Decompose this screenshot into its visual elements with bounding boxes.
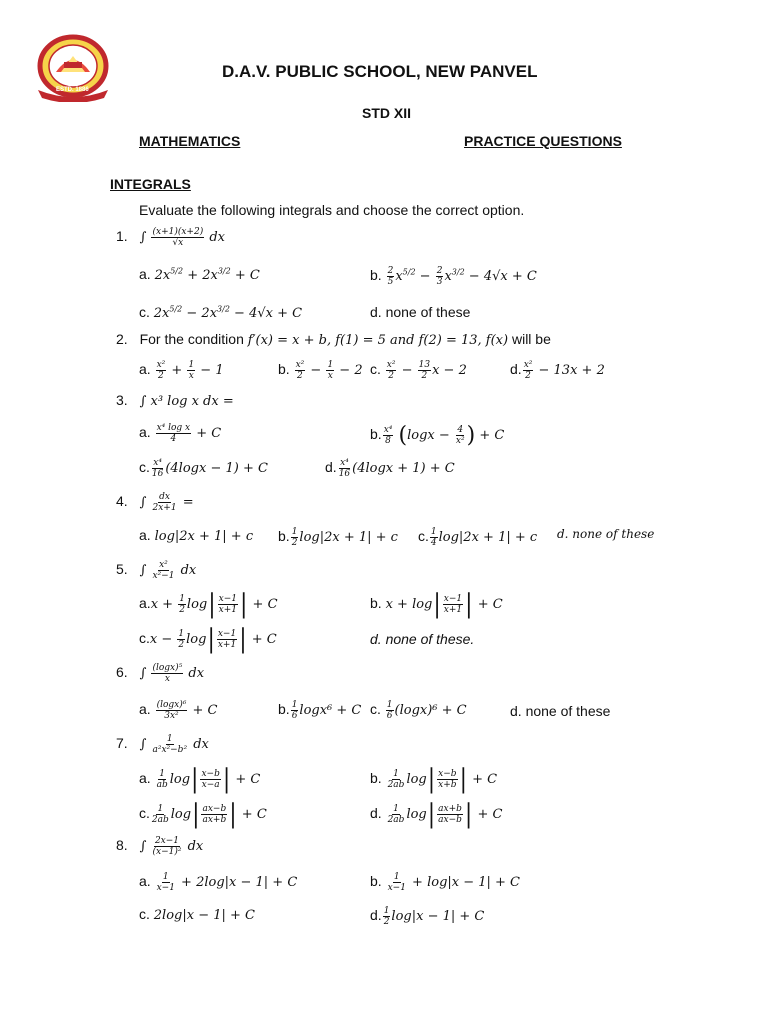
doc-type-label: PRACTICE QUESTIONS	[464, 133, 622, 149]
q6-option-d: d. none of these	[510, 703, 611, 719]
question-label: For the condition	[139, 331, 244, 347]
q2-option-c: c. $\frac{\text{x²}}{2}$ − $\frac{13}{2}$ x − 2	[370, 360, 467, 381]
q3-option-b: b. $\frac{\text{x⁴}}{8}$ (logx − $\frac{4}{\text{x²}}$ ) + C	[370, 423, 505, 448]
question-4: 4. ∫ $\frac{dx}{2x+1}$ =	[116, 492, 194, 513]
q7-option-b: b. $\frac{1}{2ab}$ log| $\frac{x-b}{x+b}$ | + C	[370, 764, 498, 795]
question-5: 5. ∫ $\frac{\text{x²}}{\text{x²−1}}$ dx	[116, 560, 197, 581]
q5-option-a: a.x + $\frac{1}{2}$ log| $\frac{x-1}{x+1}$ | + C	[139, 589, 278, 620]
q5-option-d: d. none of these.	[370, 631, 475, 647]
q4-option-c: c. $\frac{1}{4}$ log|2x + 1| + c	[418, 527, 538, 548]
q2-option-a: a. $\frac{\text{x²}}{2}$ + $\frac{1}{x}$ − 1	[139, 360, 224, 381]
q3-option-c: c. $\frac{\text{x⁴}}{16}$ (4logx − 1) + C	[139, 458, 268, 479]
q5-option-b: b. x + log| $\frac{x-1}{x+1}$ | + C	[370, 589, 503, 620]
question-3: 3. ∫ x³ log x dx =	[116, 392, 234, 409]
instruction-text: Evaluate the following integrals and choose the correct option.	[139, 202, 525, 218]
question-number: 6.	[116, 664, 128, 680]
school-logo	[34, 34, 112, 102]
question-8: 8. ∫ $\frac{2x-1}{\text{(x−1)²}}$ dx	[116, 836, 204, 857]
question-number: 5.	[116, 561, 128, 577]
question-number: 2.	[116, 331, 128, 347]
q3-option-d: d. $\frac{\text{x⁴}}{16}$ (4logx + 1) + C	[325, 458, 455, 479]
q4-option-b: b. $\frac{1}{2}$ log|2x + 1| + c	[278, 527, 398, 548]
q6-option-c: c. $\frac{1}{6}$ (logx)⁶ + C	[370, 700, 467, 721]
question-6: 6. ∫ $\frac{\text{(logx)⁵}}{x}$ dx	[116, 663, 205, 684]
q4-option-d: d. none of these	[557, 527, 655, 541]
q4-option-a: a. log|2x + 1| + c	[139, 527, 254, 544]
q1-option-b: b. $\frac{2}{5}$ $x^{5/2}$ − $\frac{2}{3}$ $x^{3/2} - 4√x + C$	[370, 266, 537, 287]
q2-option-b: b. $\frac{\text{x²}}{2}$ − $\frac{1}{x}$ − 2	[278, 360, 363, 381]
question-number: 1.	[116, 228, 128, 244]
class-label: STD XII	[362, 105, 412, 121]
q5-option-c: c.x − $\frac{1}{2}$ log| $\frac{x-1}{x+1}$ | + C	[139, 624, 277, 655]
subject-label: MATHEMATICS	[139, 133, 241, 149]
q1-option-d: d. none of these	[370, 304, 471, 320]
question-math: f′(x) = x + b, f(1) = 5 and f(2) = 13, f(x)	[247, 333, 509, 348]
q8-option-d: d. $\frac{1}{2}$ log|x − 1| + C	[370, 906, 485, 927]
q6-option-a: a. $\frac{\text{(logx)⁶}}{\text{3x²}}$ + C	[139, 700, 218, 721]
q1-option-c: c. $2x^{5/2} - 2x^{3/2} - 4√x + C$	[139, 304, 303, 321]
section-title: INTEGRALS	[110, 176, 191, 192]
q7-option-c: c. $\frac{1}{2ab}$ log| $\frac{ax-b}{ax+b}$ | + C	[139, 799, 267, 830]
q1-option-a: a. $2x^{5/2} + 2x^{3/2} + C$	[139, 266, 260, 283]
q8-option-c: c. 2log|x − 1| + C	[139, 906, 255, 923]
q3-option-a: a. $\frac{\text{x⁴ log x}}{4}$ + C	[139, 423, 222, 444]
q7-option-d: d. $\frac{1}{2ab}$ log| $\frac{ax+b}{ax-b}$ | + C	[370, 799, 503, 830]
question-number: 3.	[116, 392, 128, 408]
q6-option-b: b. $\frac{1}{6}$ logx⁶ + C	[278, 700, 362, 721]
q8-option-a: a. $\frac{1}{x-1}$ + 2log|x − 1| + C	[139, 872, 298, 893]
q2-option-d: d. $\frac{\text{x²}}{2}$ − 13x + 2	[510, 360, 605, 381]
question-7: 7. ∫ $\frac{1}{\text{a²x²−b²}}$ dx	[116, 734, 209, 755]
question-number: 7.	[116, 735, 128, 751]
question-2	[116, 331, 551, 348]
question-1: 1. ∫ $\frac{(x+1)(x+2)}{√x}$ dx	[116, 227, 226, 248]
question-number: 4.	[116, 493, 128, 509]
q7-option-a: a. $\frac{1}{ab}$ log| $\frac{x-b}{x-a}$ | + C	[139, 764, 261, 795]
question-tail: will be	[511, 331, 551, 347]
question-number: 8.	[116, 837, 128, 853]
school-name: D.A.V. PUBLIC SCHOOL, NEW PANVEL	[222, 62, 538, 81]
q8-option-b: b. $\frac{1}{x-1}$ + log|x − 1| + C	[370, 872, 521, 893]
logo-estd-text: ESTD. 1886	[56, 87, 89, 93]
